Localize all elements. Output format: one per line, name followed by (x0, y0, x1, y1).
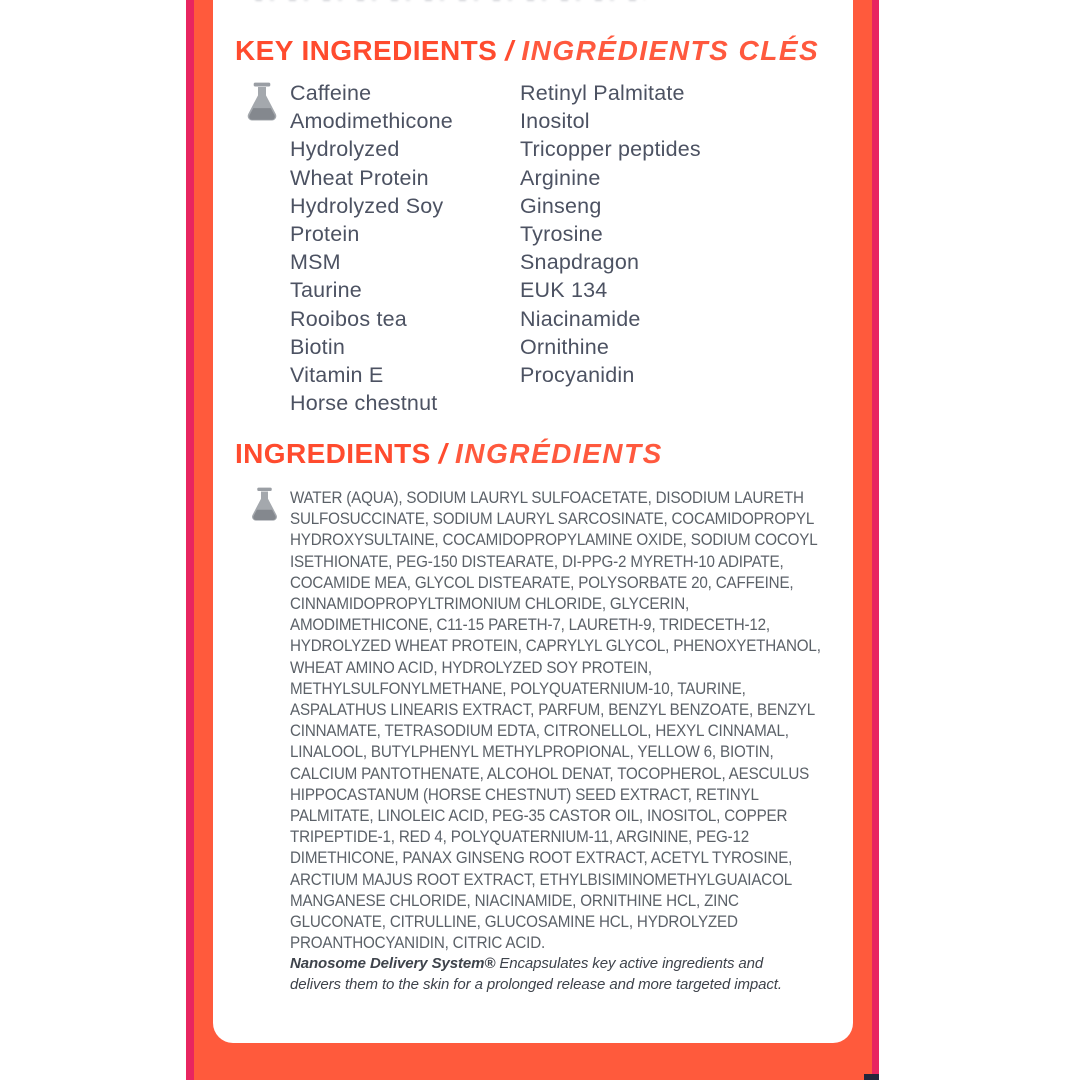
key-ingredients-heading-en: KEY INGREDIENTS (235, 35, 498, 66)
key-ingredient-line: Protein (290, 222, 360, 247)
key-ingredient-line: Tyrosine (520, 222, 603, 247)
heading-slash-icon: / (438, 438, 447, 469)
ingredients-heading-en: INGREDIENTS (235, 438, 431, 469)
bottom-right-dark-edge (864, 1074, 879, 1080)
key-ingredient-line: Hydrolyzed (290, 137, 400, 162)
crimson-edge-left (186, 0, 194, 1080)
key-ingredient-line: Tricopper peptides (520, 137, 701, 162)
cropped-text-remnant (255, 0, 645, 1)
nanosome-note-body: Encapsulates key active ingredients and delivers them to the skin for a prolonged release and more targeted impact. (290, 955, 782, 993)
key-ingredient-line: Retinyl Palmitate (520, 81, 685, 105)
key-ingredient-line: Snapdragon (520, 250, 640, 275)
key-ingredient-line: Procyanidin (520, 363, 635, 388)
ingredients-heading-fr: INGRÉDIENTS (454, 438, 663, 469)
key-ingredient-line: Niacinamide (520, 306, 641, 331)
key-ingredient-line: Arginine (520, 165, 601, 190)
ingredients-heading (235, 438, 663, 470)
key-ingredient-line: Ginseng (520, 193, 602, 218)
key-ingredient-line: Wheat Protein (290, 165, 429, 190)
nanosome-note (290, 953, 795, 995)
key-ingredient-line: Biotin (290, 334, 345, 359)
nanosome-note-lead: Nanosome Delivery System® (290, 955, 496, 972)
key-ingredient-line: EUK 134 (520, 278, 608, 303)
ingredients-card (213, 0, 853, 1043)
key-ingredient-line: Horse chestnut (290, 391, 438, 416)
key-ingredient-line: MSM (290, 250, 341, 275)
key-ingredients-column-left (290, 79, 520, 417)
heading-slash-icon: / (505, 35, 514, 66)
key-ingredients-heading (235, 35, 819, 67)
key-ingredients-columns (290, 79, 701, 417)
key-ingredients-heading-fr: INGRÉDIENTS CLÉS (521, 35, 820, 66)
full-ingredients-list: WATER (AQUA), SODIUM LAURYL SULFOACETATE, DISODIUM LAURETH SULFOSUCCINATE, SODIUM LAURYL SARCOSINATE, COCAMIDOPROPYL HYDROXYSULTAINE, COCAMIDOPROPYLAMINE OXIDE, SODIUM COCOYL ISETHIONATE, PEG-150 DISTEARATE, DI-PPG-2 MYRETH-10 ADIPATE, COCAMIDE MEA, GLYCOL DISTEARATE, POLYSORBATE 20, CAFFEINE, CINNAMIDOPROPYLTRIMONIUM CHLORIDE, GLYCERIN, AMODIMETHICONE, C11-15 PARETH-7, LAURETH-9, TRIDECETH-12, HYDROLYZED WHEAT PROTEIN, CAPRYLYL GLYCOL, PHENOXYETHANOL, WHEAT AMINO ACID, HYDROLYZED SOY PROTEIN, METHYLSULFONYLMETHANE, POLYQUATERNIUM-10, TAURINE, ASPALATHUS LINEARIS EXTRACT, PARFUM, BENZYL BENZOATE, BENZYL CINNAMATE, TETRASODIUM EDTA, CITRONELLOL, HEXYL CINNAMAL, LINALOOL, BUTYLPHENYL METHYLPROPIONAL, YELLOW 6, BIOTIN, CALCIUM PANTOTHENATE, ALCOHOL DENAT, TOCOPHEROL, AESCULUS HIPPOCASTANUM (HORSE CHESTNUT) SEED EXTRACT, RETINYL PALMITATE, LINOLEIC ACID, PEG-35 CASTOR OIL, INOSITOL, COPPER TRIPEPTIDE-1, RED 4, POLYQUATERNIUM-11, ARGININE, PEG-12 DIMETHICONE, PANAX GINSENG ROOT EXTRACT, ACETYL TYROSINE, ARCTIUM MAJUS ROOT EXTRACT, ETHYLBISIMINOMETHYLGUAIACOL MANGANESE CHLORIDE, NIACINAMIDE, ORNITHINE HCL, ZINC GLUCONATE, CITRULLINE, GLUCOSAMINE HCL, HYDROLYZED PROANTHOCYANIDIN, CITRIC ACID. (290, 488, 821, 953)
key-ingredient-line: Vitamin E (290, 363, 384, 388)
flask-icon (249, 487, 280, 522)
key-ingredient-line: Amodimethicone (290, 109, 453, 134)
key-ingredient-line: Ornithine (520, 334, 610, 359)
key-ingredient-line: Hydrolyzed Soy (290, 193, 444, 218)
key-ingredients-column-right (520, 79, 701, 417)
flask-icon (244, 82, 280, 122)
crimson-edge-right (872, 0, 879, 1080)
key-ingredient-line: Caffeine (290, 81, 372, 105)
key-ingredient-line: Rooibos tea (290, 306, 407, 331)
key-ingredient-line: Inositol (520, 109, 590, 134)
key-ingredient-line: Taurine (290, 278, 362, 303)
